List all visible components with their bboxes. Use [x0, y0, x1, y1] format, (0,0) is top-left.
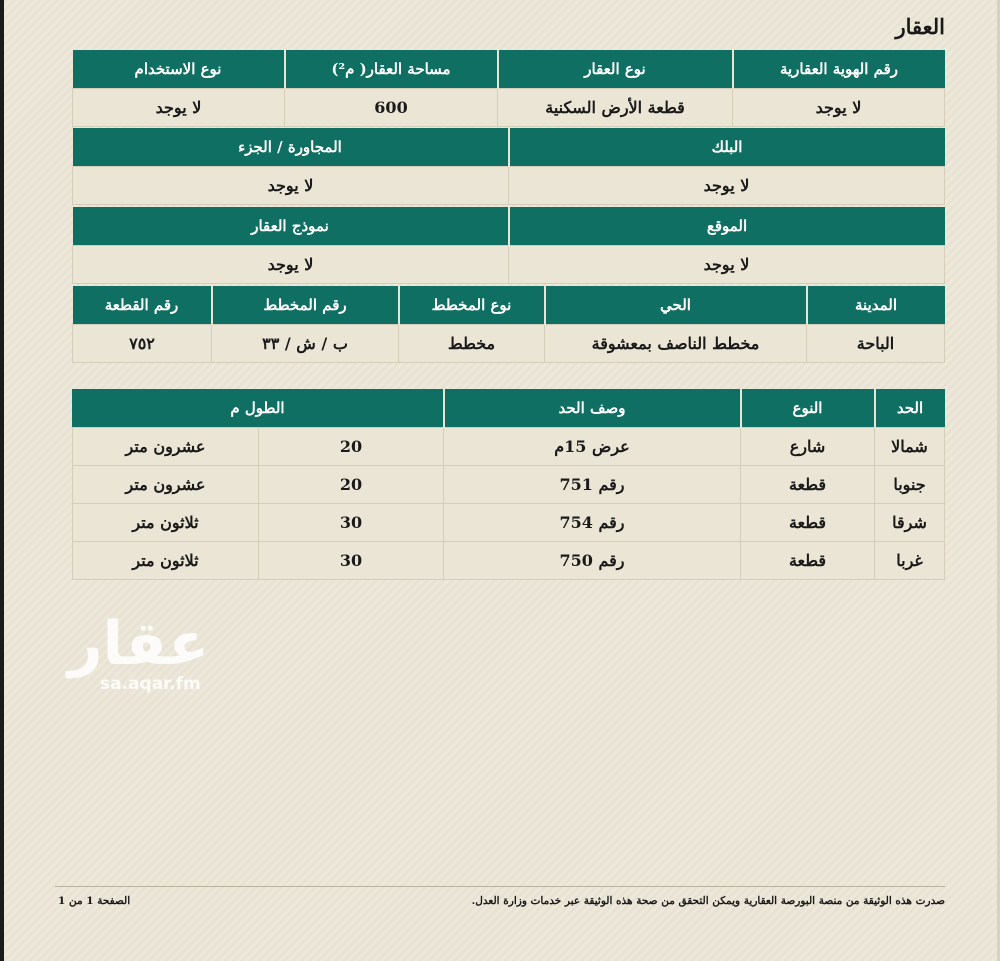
value-property-id: لا يوجد — [733, 89, 945, 127]
header-district: الحي — [545, 286, 807, 325]
aqar-watermark-logo — [68, 609, 228, 702]
boundary-length: 20 — [259, 466, 444, 504]
boundary-desc: رقم 751 — [444, 466, 741, 504]
watermark-logo-text: عقار — [68, 609, 210, 679]
header-boundary: الحد — [875, 389, 945, 428]
boundary-length-text: ثلاثون متر — [72, 542, 258, 580]
boundary-side: جنوبا — [875, 466, 945, 504]
plan-table — [72, 286, 945, 363]
table-row — [73, 246, 945, 284]
boundary-length-text: عشرون متر — [72, 466, 258, 504]
page-number: الصفحة 1 من 1 — [58, 895, 131, 907]
boundary-type: شارع — [741, 428, 875, 466]
header-boundary-type: النوع — [741, 389, 875, 428]
header-neighborhood-part: المجاورة / الجزء — [73, 128, 509, 167]
boundary-length: 30 — [259, 542, 444, 580]
boundary-side: شرقا — [875, 504, 945, 542]
header-boundary-desc: وصف الحد — [444, 389, 741, 428]
watermark-url: sa.aqar.fm — [100, 674, 201, 694]
table-row — [72, 542, 944, 580]
header-location: الموقع — [509, 207, 945, 246]
section-title: العقار — [895, 14, 945, 39]
value-property-area: 600 — [285, 89, 498, 127]
table-row — [73, 167, 945, 205]
table-row — [73, 89, 945, 127]
value-usage-type: لا يوجد — [73, 89, 285, 127]
boundary-desc: رقم 754 — [444, 504, 741, 542]
block-table — [72, 128, 945, 205]
table-row — [73, 325, 945, 363]
header-usage-type: نوع الاستخدام — [73, 50, 285, 89]
boundary-desc: رقم 750 — [444, 542, 741, 580]
footer-note: صدرت هذه الوثيقة من منصة البورصة العقارية ويمكن التحقق من صحة هذه الوثيقة عبر خدمات وزارة العدل. — [471, 895, 945, 907]
header-property-type: نوع العقار — [498, 50, 733, 89]
value-plan-type: مخطط — [399, 325, 545, 363]
header-city: المدينة — [807, 286, 945, 325]
boundary-length: 20 — [259, 428, 444, 466]
table-header-row — [73, 286, 945, 325]
table-header-row — [73, 128, 945, 167]
header-block: البلك — [509, 128, 945, 167]
boundary-length: 30 — [259, 504, 444, 542]
boundary-desc: عرض 15م — [444, 428, 741, 466]
boundary-length-text: عشرون متر — [72, 428, 258, 466]
property-info-table — [72, 50, 945, 127]
header-length: الطول م — [72, 389, 443, 428]
value-city: الباحة — [807, 325, 945, 363]
value-property-model: لا يوجد — [73, 246, 509, 284]
page-left-edge — [0, 0, 4, 961]
value-property-type: قطعة الأرض السكنية — [498, 89, 733, 127]
boundary-type: قطعة — [741, 504, 875, 542]
boundary-length-text: ثلاثون متر — [72, 504, 258, 542]
header-property-model: نموذج العقار — [73, 207, 509, 246]
boundary-side: غربا — [875, 542, 945, 580]
header-plan-number: رقم المخطط — [212, 286, 399, 325]
boundary-type: قطعة — [741, 542, 875, 580]
value-plan-number: ب / ش / ٣٣ — [212, 325, 399, 363]
footer-divider — [55, 886, 945, 887]
location-table — [72, 207, 945, 284]
table-row — [72, 466, 944, 504]
table-row — [72, 428, 944, 466]
header-property-area: مساحة العقار( م²) — [285, 50, 498, 89]
table-row — [72, 504, 944, 542]
boundary-type: قطعة — [741, 466, 875, 504]
table-header-row — [72, 389, 944, 428]
value-district: مخطط الناصف بمعشوقة — [545, 325, 807, 363]
value-block: لا يوجد — [509, 167, 945, 205]
table-header-row — [73, 207, 945, 246]
value-neighborhood-part: لا يوجد — [73, 167, 509, 205]
boundaries-table — [72, 389, 945, 580]
boundary-side: شمالا — [875, 428, 945, 466]
value-location: لا يوجد — [509, 246, 945, 284]
header-plan-type: نوع المخطط — [399, 286, 545, 325]
header-property-id: رقم الهوية العقارية — [733, 50, 945, 89]
header-plot-number: رقم القطعة — [73, 286, 212, 325]
value-plot-number: ٧٥٢ — [73, 325, 212, 363]
table-header-row — [73, 50, 945, 89]
